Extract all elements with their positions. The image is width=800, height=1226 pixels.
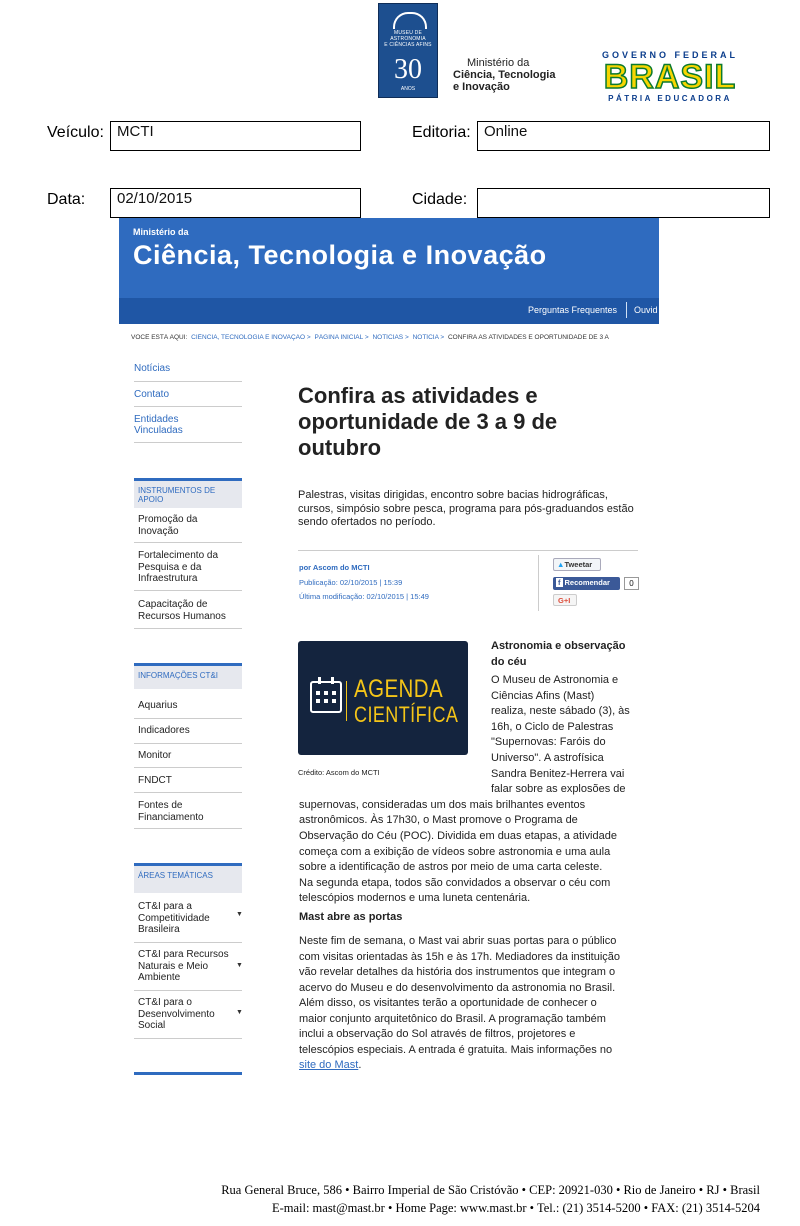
mast-logo-anos: ANOS [400, 86, 416, 92]
article-text-line: inclui a observação do Sol através de filtros, projetores e [299, 1028, 576, 1040]
section-title-astronomia: Astronomia e observação do céu [491, 640, 626, 668]
twitter-bird-icon: ▲ [557, 560, 565, 569]
image-divider-line [346, 681, 347, 721]
footer-address: Rua General Bruce, 586 • Bairro Imperial de São Cristóvão • CEP: 20921-030 • Rio de Janeiro • RJ • Brasil [221, 1183, 760, 1197]
sidebar-divider [134, 590, 242, 591]
facebook-count: 0 [624, 577, 639, 590]
veiculo-field[interactable]: MCTI [110, 121, 361, 151]
meta-vertical-divider [538, 555, 539, 611]
sidebar-divider [134, 406, 242, 407]
article-text-line: vão revelar detalhes da história dos instrumentos que integram o [299, 966, 616, 978]
section-title-mast: Mast abre as portas [299, 911, 403, 923]
sidebar-divider [134, 792, 242, 793]
article-title: Confira as atividades e oportunidade de 3 a 9 de outubro [298, 383, 558, 460]
article-text-line: Além disso, os visitantes terão a oportunidade de conhecer o [299, 997, 597, 1009]
site-ministry-title[interactable]: Ciência, Tecnologia e Inovação [133, 240, 547, 270]
nav-perguntas-frequentes[interactable]: Perguntas Frequentes [528, 305, 618, 315]
cidade-field[interactable] [477, 188, 770, 218]
sidebar-divider [134, 381, 242, 382]
image-credit: Crédito: Ascom do MCTI [298, 768, 380, 777]
cientifica-title: CIENTÍFICA [354, 702, 459, 727]
sidebar-item-capacitacao[interactable]: Capacitação de Recursos Humanos [138, 599, 226, 622]
article-text-line: site do Mast. [299, 1059, 362, 1071]
site-ministry-small: Ministério da [133, 227, 189, 237]
tweet-button[interactable]: ▲Tweetar [553, 558, 601, 571]
article-text-line: sobre a identificação de astros por meio de uma carta celeste. [299, 861, 603, 873]
agenda-title: AGENDA [354, 675, 444, 703]
article-text-line: O Museu de Astronomia e [491, 674, 619, 686]
sidebar-divider [134, 828, 242, 829]
sidebar-item-fndct[interactable]: FNDCT [138, 775, 172, 786]
sidebar-item-indicadores[interactable]: Indicadores [138, 725, 190, 736]
expand-arrow-icon[interactable]: ▼ [236, 1009, 243, 1016]
article-modified: Última modificação: 02/10/2015 | 15:49 [299, 592, 429, 601]
nav-ouvidoria[interactable]: Ouvid [634, 305, 658, 315]
sidebar-divider [134, 743, 242, 744]
article-text-line: Sandra Benitez-Herrera vai [491, 768, 625, 780]
article-text-line: Observação do Céu (POC). Dividida em duas etapas, a atividade [299, 830, 617, 842]
expand-arrow-icon[interactable]: ▼ [236, 911, 243, 918]
article-text-line: acervo do Museu e do desenvolvimento da astronomia no Brasil. [299, 982, 616, 994]
article-text-line: telescópios modernos e uma luneta centenária. [299, 892, 531, 904]
sidebar-divider [134, 718, 242, 719]
sidebar-item-desenvolvimento-social[interactable]: CT&I para o Desenvolvimento Social [138, 997, 215, 1031]
mast-logo-text: MUSEU DE ASTRONOMIA E CIÊNCIAS AFINS [384, 30, 432, 48]
sidebar-item-fontes[interactable]: Fontes de Financiamento [138, 800, 204, 823]
sidebar-item-aquarius[interactable]: Aquarius [138, 700, 178, 711]
article-text-line: telescópios especiais. A entrada é gratuita. Mais informações no [299, 1044, 613, 1056]
article-text-line: com visitas orientadas às 15h e às 17h. Mediadores da instituição [299, 951, 621, 963]
article-text-line: Na segunda etapa, todos são convidados a observar o céu com [299, 877, 611, 889]
sidebar-item-promocao[interactable]: Promoção da Inovação [138, 514, 198, 537]
breadcrumb-item[interactable]: NOTÍCIA > [412, 334, 445, 341]
article-lead: Palestras, visitas dirigidas, encontro sobre bacias hidrográficas, cursos, simpósio sobre pesca, programa para pós-graduandos estão sendo ofertados no período. [298, 489, 634, 528]
editoria-label: Editoria: [412, 124, 471, 141]
article-text-line: realiza, neste sábado (3), às [491, 705, 630, 717]
sidebar-divider [134, 767, 242, 768]
site-banner [119, 218, 659, 324]
sidebar-link-contato[interactable]: Contato [134, 389, 170, 400]
sidebar-heading-instrumentos: INSTRUMENTOS DE APOIO [134, 478, 242, 508]
breadcrumb-item[interactable]: PÁGINA INICIAL > [314, 334, 369, 341]
facebook-icon: f [558, 578, 561, 587]
article-text-line: astronômicos. Às 17h30, o Mast promove o Programa de [299, 814, 578, 826]
facebook-recommend-button[interactable]: f Recomendar [553, 577, 620, 590]
sidebar-divider [134, 1038, 242, 1039]
sidebar-divider [134, 990, 242, 991]
article-published: Publicação: 02/10/2015 | 15:39 [299, 578, 403, 587]
meta-divider [298, 550, 638, 551]
article-text-line: Ciências Afins (Mast) [491, 690, 595, 702]
mast-logo-number: 30 [394, 54, 422, 85]
governo-federal-logo: GOVERNO FEDERAL BRASIL PÁTRIA EDUCADORA [601, 50, 738, 103]
sidebar-item-recursos-naturais[interactable]: CT&I para Recursos Naturais e Meio Ambiente [138, 949, 229, 983]
cidade-label: Cidade: [412, 191, 468, 208]
agenda-cientifica-image [298, 641, 468, 755]
veiculo-label: Veículo: [47, 124, 104, 141]
sidebar-item-monitor[interactable]: Monitor [138, 750, 172, 761]
sidebar-heading-areas: ÁREAS TEMÁTICAS [134, 863, 242, 893]
article-text-line: falar sobre as explosões de [491, 783, 626, 795]
article-text-line: 16h, o Ciclo de Palestras [491, 721, 614, 733]
ministry-logo: Ministério da Ciência, Tecnologia e Inovação [453, 57, 556, 93]
nav-divider [626, 302, 627, 318]
article-text-line: maior conjunto arquitetônico do Brasil. A programação também [299, 1013, 606, 1025]
breadcrumb-item[interactable]: NOTÍCIAS > [372, 334, 409, 341]
article-author[interactable]: por Ascom do MCTI [299, 563, 370, 572]
sidebar-divider [134, 942, 242, 943]
google-plus-button[interactable]: G+I [553, 594, 577, 606]
article-text-line: "Supernovas: Faróis do [491, 736, 606, 748]
article-text-line: começa com a exibição de vídeos sobre astronomia e uma aula [299, 846, 611, 858]
data-label: Data: [47, 191, 86, 208]
sidebar-link-entidades[interactable]: Entidades Vinculadas [134, 414, 183, 436]
sidebar-divider [134, 442, 242, 443]
editoria-field[interactable]: Online [477, 121, 770, 151]
mast-30-anos-logo [378, 3, 438, 98]
article-text-line: supernovas, consideradas um dos mais brilhantes eventos [299, 799, 586, 811]
sidebar-divider [134, 628, 242, 629]
expand-arrow-icon[interactable]: ▼ [236, 962, 243, 969]
site-do-mast-link[interactable]: site do Mast [299, 1059, 359, 1071]
sidebar-heading-informacoes: INFORMAÇÕES CT&I [134, 663, 242, 689]
sidebar-link-noticias[interactable]: Notícias [134, 363, 171, 374]
calendar-icon [310, 681, 342, 713]
sidebar-bottom-bar [134, 1072, 242, 1075]
breadcrumb [131, 334, 659, 341]
sidebar-item-fortalecimento[interactable]: Fortalecimento da Pesquisa e da Infraestrutura [138, 550, 219, 584]
breadcrumb-prefix: VOCÊ ESTÁ AQUI: [131, 334, 188, 341]
breadcrumb-current: CONFIRA AS ATIVIDADES E OPORTUNIDADE DE 3 A [447, 334, 609, 341]
sidebar-divider [134, 542, 242, 543]
footer-contact: E-mail: mast@mast.br • Home Page: www.mast.br • Tel.: (21) 3514-5200 • FAX: (21) 3514-5204 [271, 1201, 760, 1215]
breadcrumb-item[interactable]: CIÊNCIA, TECNOLOGIA E INOVAÇÃO > [191, 334, 311, 341]
observatory-dome-icon [393, 12, 427, 29]
data-field[interactable]: 02/10/2015 [110, 188, 361, 218]
article-text-line: Neste fim de semana, o Mast vai abrir suas portas para o público [299, 935, 617, 947]
article-text-line: Universo". A astrofísica [491, 752, 604, 764]
sidebar-item-competitividade[interactable]: CT&I para a Competitividade Brasileira [138, 901, 210, 935]
